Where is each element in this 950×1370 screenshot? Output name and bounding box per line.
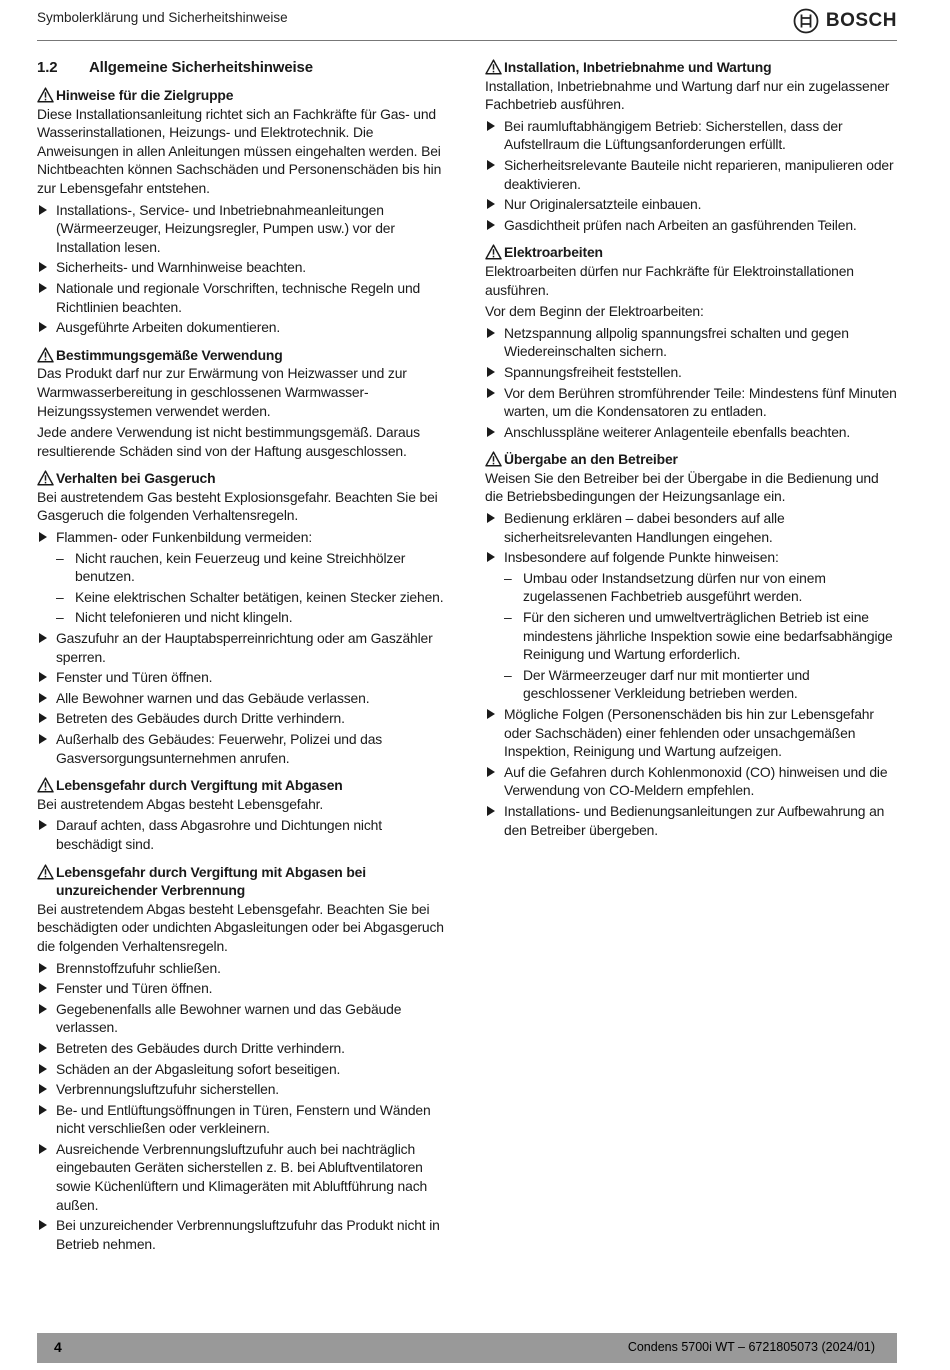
warning-triangle-icon bbox=[37, 347, 54, 363]
instruction-text: Nur Originalersatzteile einbauen. bbox=[504, 196, 702, 213]
document-id: Condens 5700i WT – 6721805073 (2024/01) bbox=[627, 1340, 875, 1354]
instruction-text: Nationale und regionale Vorschriften, technische Regeln und Richtlinien beachten. bbox=[56, 279, 421, 315]
block-heading bbox=[485, 450, 897, 469]
instruction-list bbox=[485, 324, 897, 442]
block-heading bbox=[37, 776, 451, 795]
triangle-bullet-icon bbox=[39, 1105, 47, 1115]
triangle-bullet-icon bbox=[487, 328, 495, 338]
instruction-text: Installations-, Service- und Inbetriebnahmeanleitungen (Wärmeerzeuger, Heizungsregler, Pumpen usw.) vor der Installation lesen. bbox=[56, 201, 395, 255]
instruction-item bbox=[37, 1140, 451, 1214]
instruction-list bbox=[485, 509, 897, 839]
instruction-item bbox=[37, 528, 451, 627]
dash-marker: – bbox=[504, 609, 512, 626]
warning-triangle-icon bbox=[37, 470, 54, 486]
instruction-list bbox=[485, 117, 897, 235]
instruction-text: Betreten des Gebäudes durch Dritte verhindern. bbox=[56, 710, 345, 727]
instruction-list bbox=[37, 816, 451, 853]
instruction-item bbox=[37, 668, 451, 687]
sub-item bbox=[56, 608, 451, 627]
warning-triangle-icon bbox=[37, 87, 54, 103]
instruction-text: Gasdichtheit prüfen nach Arbeiten an gasführenden Teilen. bbox=[504, 216, 857, 233]
instruction-text: Verbrennungsluftzufuhr sicherstellen. bbox=[56, 1081, 280, 1098]
triangle-bullet-icon bbox=[39, 693, 47, 703]
instruction-item bbox=[37, 730, 451, 767]
instruction-text: Ausgeführte Arbeiten dokumentieren. bbox=[56, 319, 281, 336]
instruction-text: Alle Bewohner warnen und das Gebäude verlassen. bbox=[56, 689, 370, 706]
dash-marker: – bbox=[504, 666, 512, 683]
instruction-text: Installations- und Bedienungsanleitungen zur Aufbewahrung an den Betreiber übergeben. bbox=[504, 802, 885, 838]
sub-item bbox=[504, 608, 897, 664]
paragraph: Das Produkt darf nur zur Erwärmung von Heizwasser und zur Warmwasserbereitung in geschlossenen Warmwasser-Heizungssystemen verwendet werden. bbox=[37, 365, 407, 419]
warning-triangle-icon bbox=[37, 777, 54, 793]
instruction-item bbox=[485, 423, 897, 442]
triangle-bullet-icon bbox=[39, 963, 47, 973]
triangle-bullet-icon bbox=[39, 1064, 47, 1074]
instruction-item bbox=[485, 705, 897, 761]
dash-marker: – bbox=[56, 609, 64, 626]
instruction-text: Bedienung erklären – dabei besonders auf alle sicherheitsrelevanten Handlungen eingehen. bbox=[504, 510, 785, 545]
instruction-item bbox=[485, 156, 897, 193]
triangle-bullet-icon bbox=[487, 427, 495, 437]
instruction-item bbox=[485, 509, 897, 546]
instruction-item bbox=[37, 1060, 451, 1079]
instruction-item bbox=[485, 763, 897, 800]
instruction-item bbox=[37, 1039, 451, 1058]
triangle-bullet-icon bbox=[487, 199, 495, 209]
safety-block bbox=[485, 58, 897, 234]
instruction-text: Gegebenenfalls alle Bewohner warnen und das Gebäude verlassen. bbox=[56, 1000, 402, 1036]
instruction-item bbox=[485, 802, 897, 839]
instruction-text: Sicherheits- und Warnhinweise beachten. bbox=[56, 259, 306, 276]
instruction-item bbox=[485, 117, 897, 154]
page-header bbox=[37, 0, 897, 46]
triangle-bullet-icon bbox=[487, 388, 495, 398]
instruction-text: Darauf achten, dass Abgasrohre und Dichtungen nicht beschädigt sind. bbox=[56, 817, 382, 852]
instruction-text: Auf die Gefahren durch Kohlenmonoxid (CO) hinweisen und die Verwendung von CO-Meldern empfehlen. bbox=[504, 763, 888, 799]
safety-block bbox=[37, 86, 451, 337]
sub-item bbox=[56, 588, 451, 607]
paragraph: Elektroarbeiten dürfen nur Fachkräfte für Elektroinstallationen ausführen. bbox=[485, 262, 854, 298]
paragraph: Diese Installationsanleitung richtet sich an Fachkräfte für Gas- und Wasserinstallationen, Heizungs- und Elektrotechnik. Die Anweisungen in allen Anleitungen müssen eingehalten werden. Bei Nichtbeachten können Sachschäden und Personenschäden bis hin zur Lebensgefahr entstehen. bbox=[37, 105, 442, 196]
instruction-item bbox=[37, 1101, 451, 1138]
sub-item-text: Umbau oder Instandsetzung dürfen nur von einem zugelassenen Fachbetrieb ausgeführt werden. bbox=[523, 569, 826, 605]
brand-name: BOSCH bbox=[825, 10, 897, 31]
block-heading-text: Installation, Inbetriebnahme und Wartung bbox=[504, 59, 772, 75]
instruction-text: Anschlusspläne weiterer Anlagenteile ebenfalls beachten. bbox=[504, 423, 851, 440]
warning-triangle-icon bbox=[485, 59, 502, 75]
page-number: 4 bbox=[54, 1339, 62, 1355]
instruction-item bbox=[485, 548, 897, 703]
triangle-bullet-icon bbox=[39, 1084, 47, 1094]
header-divider bbox=[37, 40, 897, 41]
block-heading-text: Hinweise für die Zielgruppe bbox=[56, 87, 234, 103]
instruction-item bbox=[37, 318, 451, 337]
instruction-text: Sicherheitsrelevante Bauteile nicht reparieren, manipulieren oder deaktivieren. bbox=[504, 156, 894, 192]
sub-item-text: Keine elektrischen Schalter betätigen, keinen Stecker ziehen. bbox=[75, 588, 444, 605]
paragraph: Installation, Inbetriebnahme und Wartung darf nur ein zugelassener Fachbetrieb ausführen. bbox=[485, 77, 890, 113]
block-heading-text: Übergabe an den Betreiber bbox=[504, 451, 678, 468]
safety-block bbox=[485, 450, 897, 839]
instruction-item bbox=[485, 216, 897, 235]
dash-marker: – bbox=[504, 569, 512, 586]
warning-triangle-icon bbox=[485, 451, 502, 467]
dash-marker: – bbox=[56, 549, 64, 566]
triangle-bullet-icon bbox=[487, 767, 495, 777]
instruction-item bbox=[37, 816, 451, 853]
header-title: Symbolerklärung und Sicherheitshinweise bbox=[37, 10, 288, 25]
instruction-text: Vor dem Berühren stromführender Teile: Mindestens fünf Minuten warten, um die Kondensatoren zu entladen. bbox=[504, 384, 897, 420]
safety-block bbox=[37, 346, 451, 461]
instruction-item bbox=[485, 384, 897, 421]
triangle-bullet-icon bbox=[39, 1043, 47, 1053]
paragraph: Vor dem Beginn der Elektroarbeiten: bbox=[485, 303, 704, 320]
sub-item bbox=[504, 666, 897, 703]
instruction-text: Bei unzureichender Verbrennungsluftzufuhr das Produkt nicht in Betrieb nehmen. bbox=[56, 1217, 440, 1252]
instruction-text: Ausreichende Verbrennungsluftzufuhr auch bei nachträglich eingebauten Geräten sicherstellen z. B. bei Abluftventilatoren sowie Küchenlüftern und Klimageräten mit Abluftführung nach außen. bbox=[56, 1140, 428, 1213]
instruction-item bbox=[37, 959, 451, 978]
block-heading bbox=[37, 469, 451, 488]
triangle-bullet-icon bbox=[487, 709, 495, 719]
block-heading-text: Bestimmungsgemäße Verwendung bbox=[56, 346, 283, 363]
section-number: 1.2 bbox=[37, 59, 58, 76]
instruction-item bbox=[37, 689, 451, 708]
instruction-text: Schäden an der Abgasleitung sofort beseitigen. bbox=[56, 1060, 341, 1077]
triangle-bullet-icon bbox=[39, 532, 47, 542]
instruction-text: Betreten des Gebäudes durch Dritte verhindern. bbox=[56, 1039, 345, 1056]
safety-block bbox=[37, 469, 451, 767]
triangle-bullet-icon bbox=[487, 806, 495, 816]
warning-triangle-icon bbox=[485, 244, 502, 260]
block-heading-text: Elektroarbeiten bbox=[504, 244, 603, 261]
dash-marker: – bbox=[56, 588, 64, 605]
sub-list bbox=[56, 549, 451, 627]
instruction-item bbox=[485, 363, 897, 382]
instruction-item bbox=[37, 1216, 451, 1253]
instruction-text: Spannungsfreiheit feststellen. bbox=[504, 363, 682, 380]
section-heading bbox=[37, 58, 451, 78]
paragraph: Bei austretendem Abgas besteht Lebensgefahr. bbox=[37, 795, 324, 812]
instruction-item bbox=[37, 258, 451, 277]
safety-block bbox=[37, 776, 451, 853]
block-heading bbox=[37, 86, 451, 105]
triangle-bullet-icon bbox=[487, 513, 495, 523]
instruction-item bbox=[37, 629, 451, 666]
instruction-text: Bei raumluftabhängigem Betrieb: Sicherstellen, dass der Aufstellraum die Lüftungsanforderungen erfüllt. bbox=[504, 117, 843, 153]
paragraph: Jede andere Verwendung ist nicht bestimmungsgemäß. Daraus resultierende Schäden sind von der Haftung ausgeschlossen. bbox=[37, 424, 420, 459]
instruction-text: Brennstoffzufuhr schließen. bbox=[56, 959, 221, 976]
block-heading-text: Lebensgefahr durch Vergiftung mit Abgasen bbox=[56, 777, 343, 794]
bosch-armature-icon bbox=[793, 8, 819, 34]
instruction-text: Gaszufuhr an der Hauptabsperreinrichtung oder am Gaszähler sperren. bbox=[56, 630, 433, 665]
triangle-bullet-icon bbox=[487, 552, 495, 562]
triangle-bullet-icon bbox=[39, 1220, 47, 1230]
instruction-item bbox=[37, 279, 451, 316]
instruction-list bbox=[37, 201, 451, 337]
instruction-text: Fenster und Türen öffnen. bbox=[56, 980, 213, 997]
block-heading-text: Verhalten bei Gasgeruch bbox=[56, 470, 216, 487]
instruction-item bbox=[37, 979, 451, 998]
triangle-bullet-icon bbox=[39, 283, 47, 293]
instruction-item bbox=[485, 195, 897, 214]
paragraph: Weisen Sie den Betreiber bei der Übergabe in die Bedienung und die Betriebsbedingungen der Heizungsanlage ein. bbox=[485, 469, 879, 505]
safety-block bbox=[37, 863, 451, 1254]
instruction-text: Insbesondere auf folgende Punkte hinweisen: bbox=[504, 549, 779, 566]
brand-logo bbox=[793, 8, 897, 34]
section-title: Allgemeine Sicherheitshinweise bbox=[89, 59, 313, 76]
instruction-text: Be- und Entlüftungsöffnungen in Türen, Fenstern und Wänden nicht verschließen oder verkleinern. bbox=[56, 1101, 431, 1137]
triangle-bullet-icon bbox=[487, 367, 495, 377]
instruction-item bbox=[485, 324, 897, 361]
left-column bbox=[37, 58, 451, 1262]
triangle-bullet-icon bbox=[39, 713, 47, 723]
block-heading bbox=[485, 58, 897, 77]
instruction-text: Netzspannung allpolig spannungsfrei schalten und gegen Wiedereinschalten sichern. bbox=[504, 324, 849, 360]
sub-list bbox=[504, 569, 897, 703]
paragraph: Bei austretendem Abgas besteht Lebensgefahr. Beachten Sie bei beschädigten oder undichten Abgasleitungen oder bei Abgasgeruch die folgenden Verhaltensregeln. bbox=[37, 900, 444, 954]
triangle-bullet-icon bbox=[39, 633, 47, 643]
triangle-bullet-icon bbox=[39, 820, 47, 830]
instruction-list bbox=[37, 528, 451, 767]
block-heading-text: Lebensgefahr durch Vergiftung mit Abgasen bei unzureichender Verbrennung bbox=[56, 863, 366, 899]
triangle-bullet-icon bbox=[39, 205, 47, 215]
sub-item-text: Nicht telefonieren und nicht klingeln. bbox=[75, 609, 293, 626]
triangle-bullet-icon bbox=[39, 262, 47, 272]
triangle-bullet-icon bbox=[39, 983, 47, 993]
sub-item-text: Der Wärmeerzeuger darf nur mit montierter und geschlossener Verkleidung betrieben werden. bbox=[523, 666, 810, 702]
paragraph: Bei austretendem Gas besteht Explosionsgefahr. Beachten Sie bei Gasgeruch die folgenden Verhaltensregeln. bbox=[37, 488, 438, 524]
instruction-text: Mögliche Folgen (Personenschäden bis hin zur Lebensgefahr oder Sachschäden) einer fehlenden oder unsachgemäßen Inspektion, Reinigung und Wartung aufzeigen. bbox=[504, 706, 874, 760]
instruction-item bbox=[37, 1080, 451, 1099]
sub-item bbox=[504, 569, 897, 606]
safety-block bbox=[485, 243, 897, 441]
page-footer bbox=[37, 1333, 897, 1363]
instruction-text: Flammen- oder Funkenbildung vermeiden: bbox=[56, 529, 313, 546]
triangle-bullet-icon bbox=[39, 322, 47, 332]
triangle-bullet-icon bbox=[39, 1144, 47, 1154]
instruction-item bbox=[37, 201, 451, 257]
right-column bbox=[485, 58, 897, 848]
triangle-bullet-icon bbox=[487, 220, 495, 230]
block-heading bbox=[485, 243, 897, 262]
instruction-text: Außerhalb des Gebäudes: Feuerwehr, Polizei und das Gasversorgungsunternehmen anrufen. bbox=[56, 731, 383, 766]
block-heading bbox=[37, 863, 451, 900]
triangle-bullet-icon bbox=[39, 672, 47, 682]
triangle-bullet-icon bbox=[39, 1004, 47, 1014]
sub-item bbox=[56, 549, 451, 586]
triangle-bullet-icon bbox=[487, 160, 495, 170]
instruction-item bbox=[37, 709, 451, 728]
instruction-list bbox=[37, 959, 451, 1254]
sub-item-text: Nicht rauchen, kein Feuerzeug und keine Streichhölzer benutzen. bbox=[75, 549, 406, 585]
block-heading bbox=[37, 346, 451, 365]
instruction-item bbox=[37, 1000, 451, 1037]
instruction-text: Fenster und Türen öffnen. bbox=[56, 669, 213, 686]
triangle-bullet-icon bbox=[39, 734, 47, 744]
sub-item-text: Für den sicheren und umweltverträglichen Betrieb ist eine mindestens jährliche Inspektion sowie eine bedarfsabhängige Reinigung und Wartung erforderlich. bbox=[523, 609, 893, 663]
warning-triangle-icon bbox=[37, 864, 54, 880]
triangle-bullet-icon bbox=[487, 121, 495, 131]
